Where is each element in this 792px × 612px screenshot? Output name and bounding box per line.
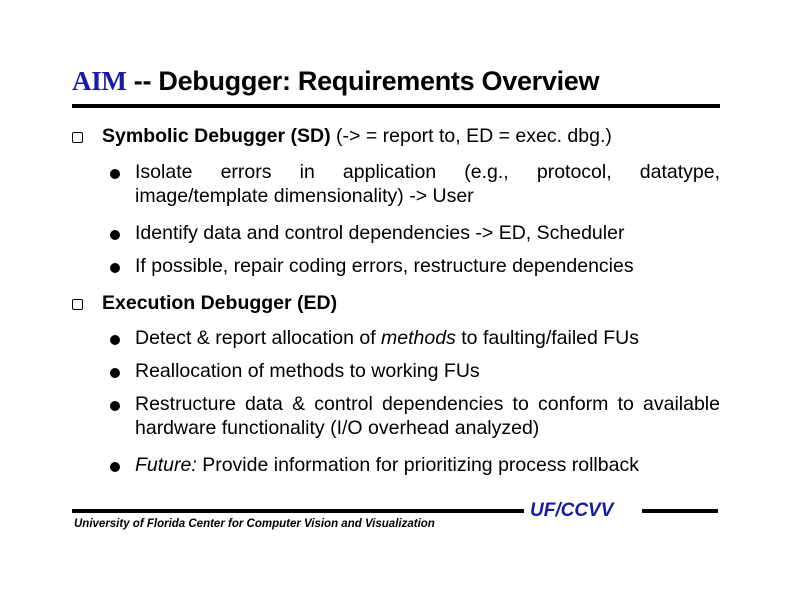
round-bullet-icon (110, 169, 120, 179)
checkbox-bullet-icon (72, 132, 83, 143)
text-part: Detect & report allocation of (135, 327, 382, 349)
title-prefix: AIM (72, 66, 127, 96)
list-item-text (135, 326, 720, 350)
round-bullet-icon (110, 368, 120, 378)
footer-divider-left (72, 509, 524, 513)
emphasis-text: methods (381, 327, 456, 349)
list-item (108, 392, 720, 440)
section-heading: Symbolic Debugger (SD) (102, 125, 331, 147)
round-bullet-icon (110, 263, 120, 273)
title-text: -- Debugger: Requirements Overview (126, 66, 600, 96)
list-item-text: If possible, repair coding errors, restructure dependencies (135, 255, 634, 277)
list-item (108, 221, 720, 245)
section-heading-note: (-> = report to, ED = exec. dbg.) (330, 125, 612, 147)
list-item-text (135, 453, 720, 477)
text-part: Provide information for prioritizing process rollback (196, 454, 639, 476)
list-item (108, 359, 720, 383)
round-bullet-icon (110, 462, 120, 472)
list-item (108, 160, 720, 208)
footer-divider-right (642, 509, 718, 513)
round-bullet-icon (110, 401, 120, 411)
footer-institution: University of Florida Center for Computer Vision and Visualization (74, 518, 435, 530)
emphasis-text: Future: (135, 454, 197, 476)
list-item-text: Identify data and control dependencies -> ED, Scheduler (135, 222, 625, 244)
footer-logo-text: UF/CCVV (530, 500, 614, 521)
slide-title (72, 64, 599, 98)
section-heading: Execution Debugger (ED) (102, 292, 338, 314)
title-divider (72, 104, 720, 108)
text-part: to faulting/failed FUs (455, 327, 640, 349)
section-symbolic-debugger (72, 124, 612, 148)
round-bullet-icon (110, 335, 120, 345)
list-item (108, 254, 720, 278)
list-item-text: Isolate errors in application (e.g., protocol, datatype, image/template dimensionality) -> User (135, 161, 720, 207)
checkbox-bullet-icon (72, 299, 83, 310)
list-item-text: Reallocation of methods to working FUs (135, 360, 480, 382)
list-item (108, 453, 720, 477)
list-item (108, 326, 720, 350)
list-item-text: Restructure data & control dependencies to conform to available hardware functionality (I/O overhead analyzed) (135, 393, 720, 439)
section-execution-debugger (72, 291, 337, 315)
round-bullet-icon (110, 230, 120, 240)
